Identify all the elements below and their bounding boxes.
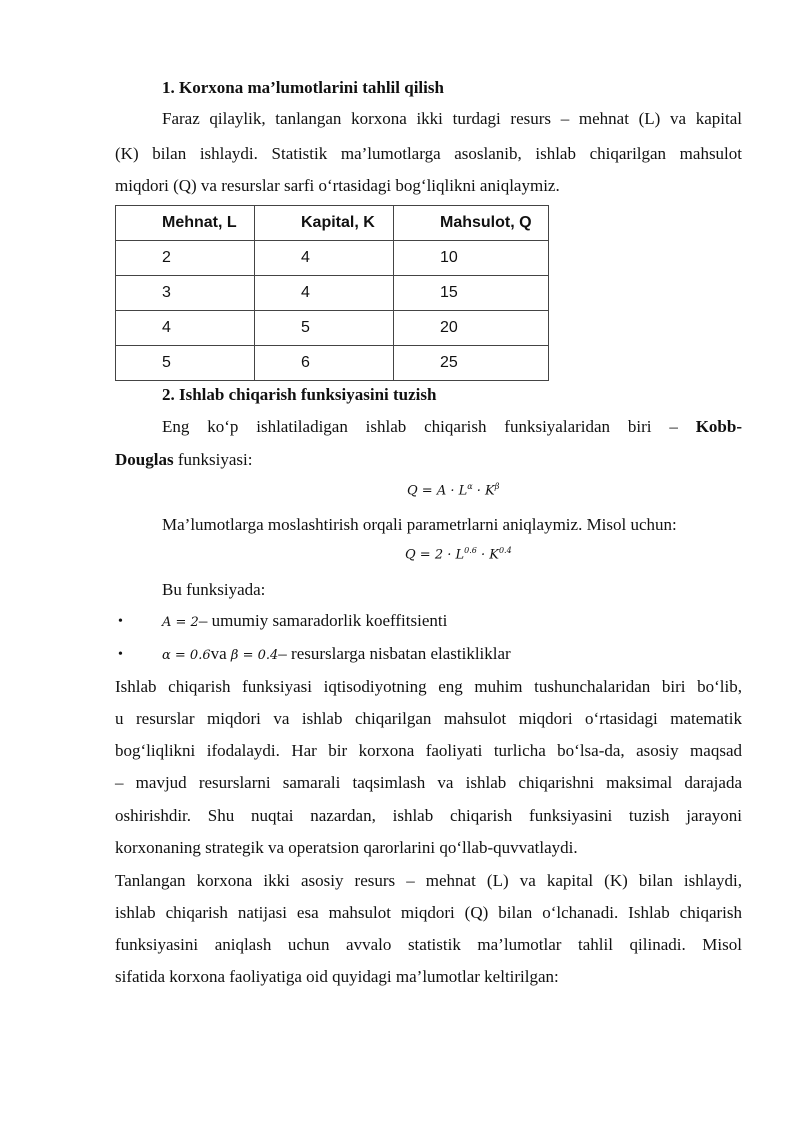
table-cell: 10 <box>394 241 549 276</box>
table-row <box>116 311 549 346</box>
intro-bold-douglas: Douglas <box>115 450 174 469</box>
formula-example-mid: · K <box>476 547 499 563</box>
table-cell: 6 <box>255 346 394 381</box>
table-cell: 3 <box>116 276 255 311</box>
bullet-2-text: – resurslarga nisbatan elastikliklar <box>278 644 511 663</box>
table-cell: 25 <box>394 346 549 381</box>
table-cell: 15 <box>394 276 549 311</box>
para2-line-5: oshirishdir. Shu nuqtai nazardan, ishlab chiqarish funksiyasini tuzish jarayoni <box>115 806 742 825</box>
formula-general-base: Q = A · L <box>407 483 468 499</box>
para2-line-1: Ishlab chiqarish funksiyasi iqtisodiyotning eng muhim tushunchalaridan biri bo‘lib, <box>115 677 742 696</box>
table-cell: 4 <box>255 241 394 276</box>
intro-bold-kobb: Kobb- <box>695 417 742 436</box>
table-row <box>116 241 549 276</box>
table-header-output: Mahsulot, Q <box>394 206 549 241</box>
bullet-icon: • <box>118 614 123 629</box>
table-row <box>116 346 549 381</box>
table-cell: 2 <box>116 241 255 276</box>
table-header-capital: Kapital, K <box>255 206 394 241</box>
fit-line: Ma’lumotlarga moslashtirish orqali parametrlarni aniqlaymiz. Misol uchun: <box>162 515 677 534</box>
section1-heading: 1. Korxona ma’lumotlarini tahlil qilish <box>162 78 444 97</box>
in-function-label: Bu funksiyada: <box>162 580 266 599</box>
bullet-2-joiner: va <box>210 644 231 663</box>
bullet-item-2 <box>162 642 511 668</box>
table-header-labor: Mehnat, L <box>116 206 255 241</box>
para2-line-2: u resurslar miqdori va ishlab chiqarilgan mahsulot miqdori o‘rtasidagi matematik <box>115 709 742 728</box>
bullet-2-math-beta: β = 0.4 <box>230 648 279 663</box>
section1-para-line-1: Faraz qilaylik, tanlangan korxona ikki turdagi resurs – mehnat (L) va kapital <box>162 109 742 128</box>
formula-general-alpha: α <box>467 482 473 491</box>
table-cell: 20 <box>394 311 549 346</box>
data-table <box>115 205 549 381</box>
formula-example-exp-k: 0.4 <box>498 546 512 555</box>
table-row <box>116 276 549 311</box>
bullet-item-1 <box>162 609 447 635</box>
bullet-1-math: A = 2 <box>162 615 199 630</box>
formula-general <box>407 482 499 498</box>
bullet-2-math-alpha: α = 0.6 <box>162 648 211 663</box>
section1-para-line-3: miqdori (Q) va resurslar sarfi o‘rtasidagi bog‘liqlikni aniqlaymiz. <box>115 176 560 195</box>
table-cell: 5 <box>255 311 394 346</box>
intro-text-rest: funksiyasi: <box>173 450 253 469</box>
table-cell: 4 <box>255 276 394 311</box>
table-cell: 5 <box>116 346 255 381</box>
bullet-icon: • <box>118 647 123 662</box>
formula-example <box>405 546 512 562</box>
section2-intro-line-2 <box>115 448 252 472</box>
table-cell: 4 <box>116 311 255 346</box>
formula-general-mid: · K <box>472 483 495 499</box>
section1-para-line-2: (K) bilan ishlaydi. Statistik ma’lumotlarga asoslanib, ishlab chiqarilgan mahsulot <box>115 144 742 163</box>
table-header-row <box>116 206 549 241</box>
formula-example-exp-l: 0.6 <box>464 546 477 555</box>
section2-intro-line-1 <box>162 415 742 439</box>
formula-general-beta: β <box>494 482 500 491</box>
para2-line-6: korxonaning strategik va operatsion qarorlarini qo‘llab-quvvatlaydi. <box>115 838 578 857</box>
section2-heading: 2. Ishlab chiqarish funksiyasini tuzish <box>162 385 437 404</box>
bullet-1-text: – umumiy samaradorlik koeffitsienti <box>198 611 448 630</box>
para3-line-2: ishlab chiqarish natijasi esa mahsulot miqdori (Q) bilan o‘lchanadi. Ishlab chiqarish <box>115 903 742 922</box>
formula-example-base: Q = 2 · L <box>405 547 465 563</box>
para2-line-3: bog‘liqlikni ifodalaydi. Har bir korxona faoliyati turlicha bo‘lsa-da, asosiy maqsad <box>115 741 742 760</box>
para3-line-3: funksiyasini aniqlash uchun avvalo statistik ma’lumotlar tahlil qilinadi. Misol <box>115 935 742 954</box>
para3-line-1: Tanlangan korxona ikki asosiy resurs – mehnat (L) va kapital (K) bilan ishlaydi, <box>115 871 742 890</box>
para3-line-4: sifatida korxona faoliyatiga oid quyidagi ma’lumotlar keltirilgan: <box>115 967 559 986</box>
intro-text: Eng ko‘p ishlatiladigan ishlab chiqarish funksiyalaridan biri – <box>162 417 678 436</box>
para2-line-4: – mavjud resurslarni samarali taqsimlash va ishlab chiqarishni maksimal darajada <box>115 773 742 792</box>
